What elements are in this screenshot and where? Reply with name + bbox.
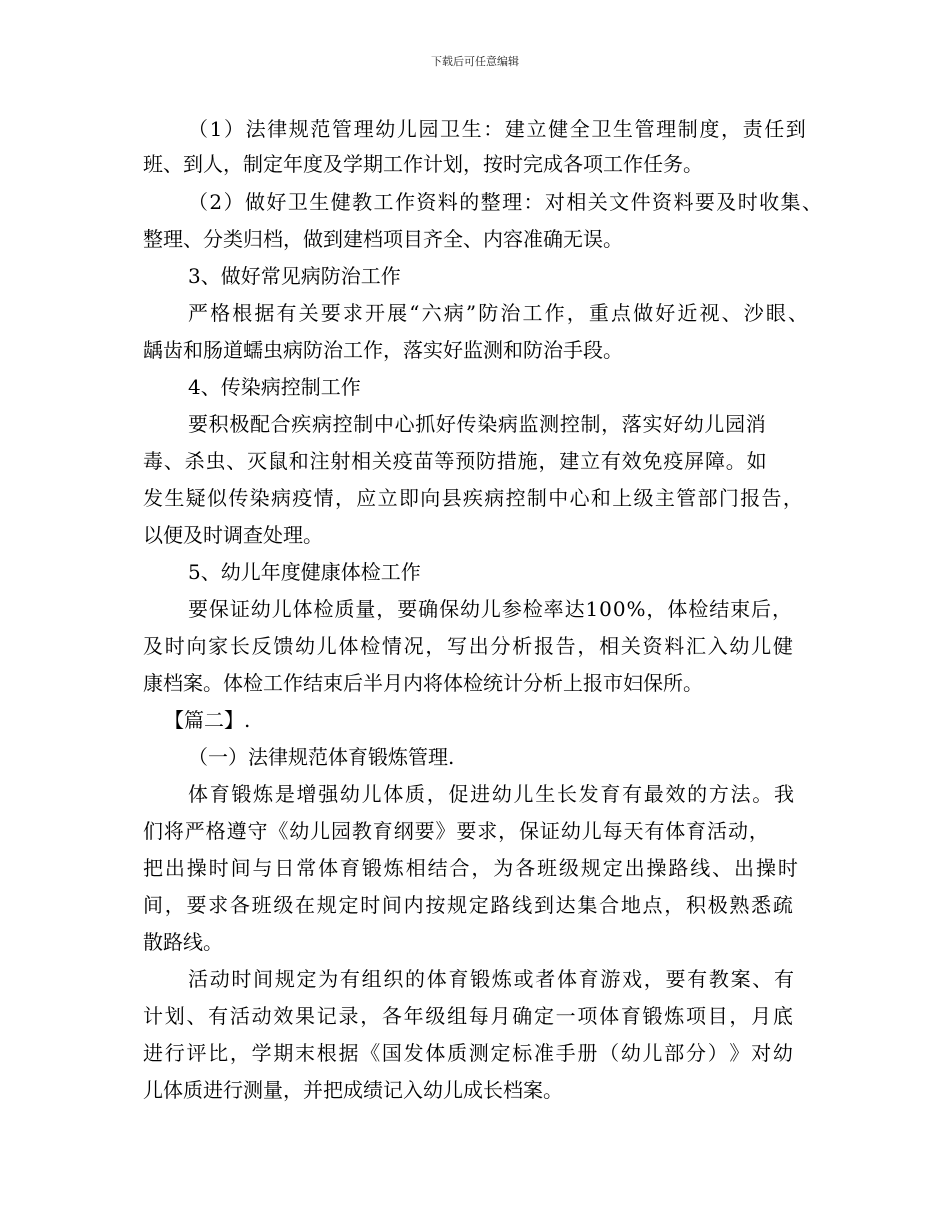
section-heading: 3、做好常见病防治工作 [188,264,401,288]
section-heading: 【篇二】. [164,708,251,732]
page-header: 下载后可任意编辑 [431,55,519,68]
paragraph-line: 体 育 锻 炼 是 增 强 幼 儿 体 质 ， 促 进 幼 儿 生 长 发 育 有 最 效 的 方 法 。 我 [188,782,794,806]
paragraph-line: 要 保 证 幼 儿 体 检 质 量 ， 要 确 保 幼 儿 参 检 率 达 1 0 0 % ， 体 检 结 束 后 ， [188,597,792,621]
paragraph-line: 们 将 严 格 遵 守 《 幼 儿 园 教 育 纲 要 》 要 求 ， 保 证 幼 儿 每 天 有 体 育 活 动 ， [143,819,769,843]
paragraph-line: 龋齿和肠道蠕虫病防治工作，落实好监测和防治手段。 [143,338,623,362]
paragraph-line: 间 ， 要 求 各 班 级 在 规 定 时 间 内 按 规 定 路 线 到 达 集 合 地 点 ， 积 极 熟 悉 疏 [143,893,793,917]
section-heading: 5、幼儿年度健康体检工作 [188,560,421,584]
paragraph-line: 及 时 向 家 长 反 馈 幼 儿 体 检 情 况 ， 写 出 分 析 报 告 ， 相 关 资 料 汇 入 幼 儿 健 [143,634,793,658]
paragraph-line: 把 出 操 时 间 与 日 常 体 育 锻 炼 相 结 合 ， 为 各 班 级 规 定 出 操 路 线 、 出 操 时 [143,856,798,880]
paragraph-line: 毒 、 杀 虫 、 灭 鼠 和 注 射 相 关 疫 苗 等 预 防 措 施 ， 建 立 有 效 免 疫 屏 障 。 如 [143,449,767,473]
paragraph-line: 康档案。体检工作结束后半月内将体检统计分析上报市妇保所。 [143,671,703,695]
paragraph-line: 儿体质进行测量，并把成绩记入幼儿成长档案。 [143,1078,563,1102]
paragraph-line: 以便及时调查处理。 [143,523,323,547]
section-heading: 4、传染病控制工作 [188,375,361,399]
paragraph-line: 散路线。 [143,930,223,954]
paragraph-line: 进 行 评 比 ， 学 期 末 根 据 《 国 发 体 质 测 定 标 准 手 册 （ 幼 儿 部 分 ） 》 对 幼 [143,1041,793,1065]
paragraph-line: 计 划 、 有 活 动 效 果 记 录 ， 各 年 级 组 每 月 确 定 一 项 体 育 锻 炼 项 目 ， 月 底 [143,1004,793,1028]
paragraph-line: 要 积 极 配 合 疾 病 控 制 中 心 抓 好 传 染 病 监 测 控 制 ， 落 实 好 幼 儿 园 消 [188,412,766,436]
paragraph-line: 活 动 时 间 规 定 为 有 组 织 的 体 育 锻 炼 或 者 体 育 游 戏 ， 要 有 教 案 、 有 [188,967,794,991]
section-heading: （一）法律规范体育锻炼管理. [188,745,455,769]
paragraph-line: （ 1 ） 法 律 规 范 管 理 幼 儿 园 卫 生 ： 建 立 健 全 卫 生 管 理 制 度 ， 责 任 到 [188,117,806,141]
paragraph-line: 班、到人，制定年度及学期工作计划，按时完成各项工作任务。 [143,152,703,176]
paragraph-line: （ 2 ） 做 好 卫 生 健 教 工 作 资 料 的 整 理 ： 对 相 关 文 件 资 料 要 及 时 收 集 、 [188,190,822,214]
paragraph-line: 整理、分类归档，做到建档项目齐全、内容准确无误。 [143,227,623,251]
paragraph-line: 严 格 根 据 有 关 要 求 开 展 “ 六 病 ” 防 治 工 作 ， 重 点 做 好 近 视 、 沙 眼 、 [188,301,808,325]
paragraph-line: 发 生 疑 似 传 染 病 疫 情 ， 应 立 即 向 县 疾 病 控 制 中 心 和 上 级 主 管 部 门 报 告 ， [143,486,803,510]
